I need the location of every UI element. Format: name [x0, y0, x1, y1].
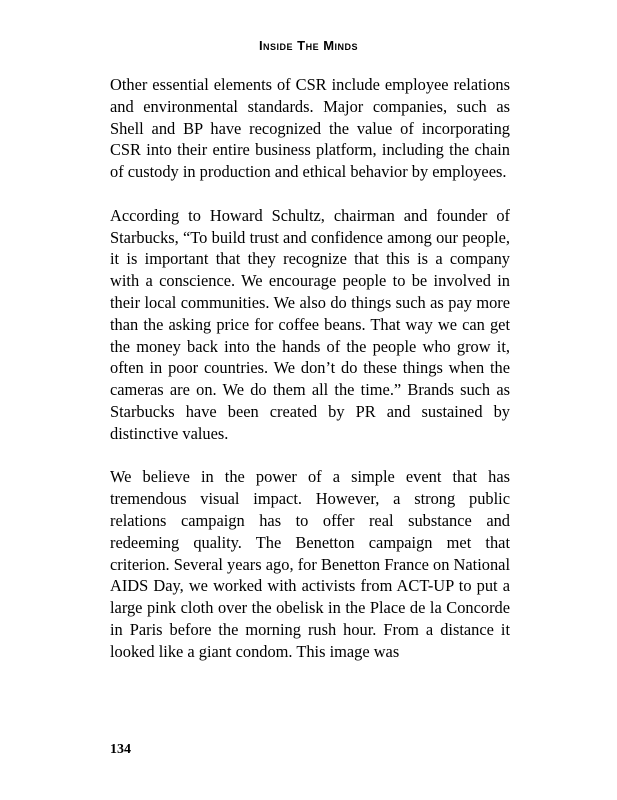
paragraph-benetton-campaign: We believe in the power of a simple event that has tremendous visual impact. However, a strong public relations campaign has to offer real substance and redeeming quality. The Benetton campaign met that criterion. Several years ago, for Benetton France on National AIDS Day, we worked with activists from ACT-UP to put a large pink cloth over the obelisk in the Place de la Concorde in Paris before the morning rush hour. From a distance it looked like a giant condom. This image was — [110, 467, 510, 661]
body-text — [110, 74, 510, 684]
paragraph-csr-elements: Other essential elements of CSR include employee relations and environmental standards. Major companies, such as Shell and BP have recognized the value of incorporating CSR into their entire business platform, including the chain of custody in production and ethical behavior by employees. — [110, 75, 510, 182]
running-header: Inside The Minds — [258, 38, 359, 53]
paragraph-schultz-quote: According to Howard Schultz, chairman and founder of Starbucks, “To build trust and confidence among our people, it is important that they recognize that this is a company with a conscience. We encourage people to be involved in their local communities. We also do things such as pay more than the asking price for coffee beans. That way we can get the money back into the hands of the people who grow it, often in poor countries. We don’t do these things when the cameras are on. We do them all the time.” Brands such as Starbucks have been created by PR and sustained by distinctive values. — [110, 205, 510, 443]
page-number: 134 — [110, 742, 131, 757]
